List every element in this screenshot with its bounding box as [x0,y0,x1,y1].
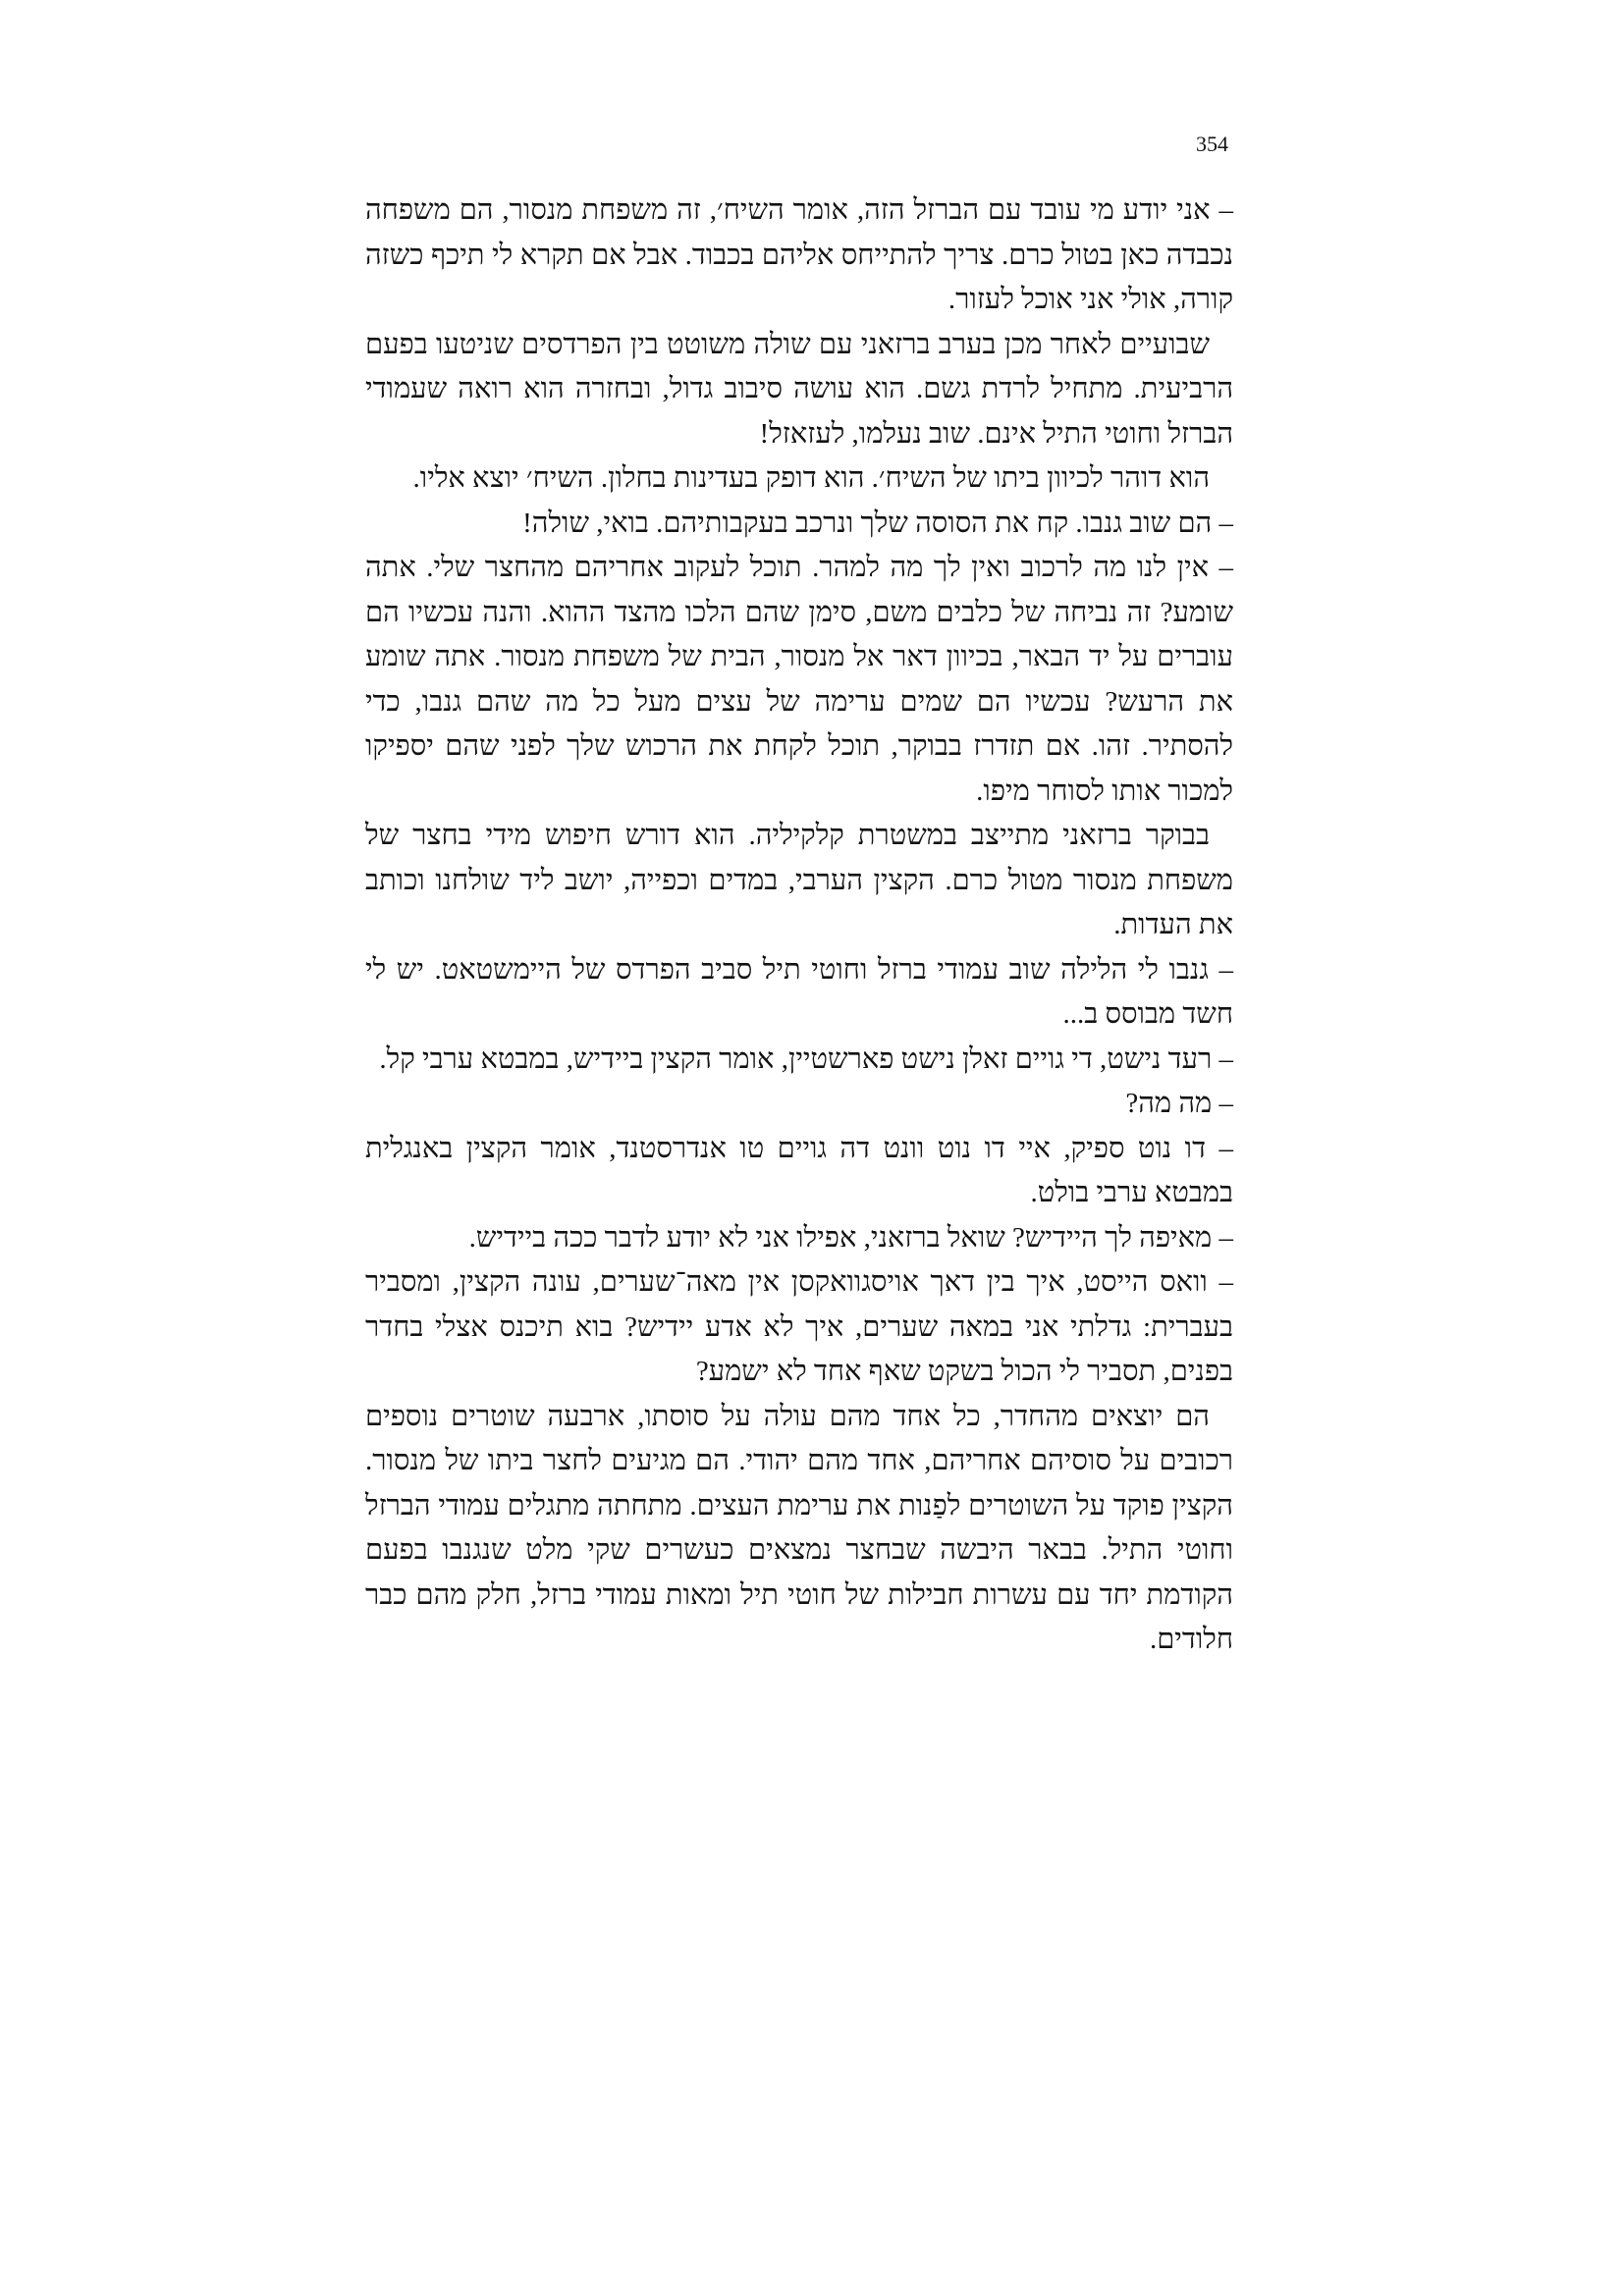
paragraph-dialog: – רעד נישט, די גויים זאלן נישט פארשטיין, אומר הקצין ביידיש, במבטא ערבי קל. [379,1042,1233,1075]
page-number: 354 [1196,132,1228,156]
paragraph-narrative: הם יוצאים מהחדר, כל אחד מהם עולה על סוסתו, ארבעה שוטרים נוספים רכובים על סוסיהם אחריהם, אחד מהם יהודי. הם מגיעים לחצר ביתו של מנסור. הקצין פוקד על השוטרים לפַנות את ערימת העצים. מתחתה מתגלים עמודי הברזל וחוטי התיל. בבאר היבשה שבחצר נמצאים כעשרים שקי מלט שנגנבו בפעם הקודמת יחד עם עשרות חבילות של חוטי תיל ומאות עמודי ברזל, חלק מהם כבר חלודים. [365,1400,1233,1655]
paragraph-dialog: – דו נוט ספיק, איי דו נוט וונט דה גויים טו אנדרסטנד, אומר הקצין באנגלית במבטא ערבי בולט. [365,1132,1233,1208]
paragraph-dialog: – גנבו לי הלילה שוב עמודי ברזל וחוטי תיל סביב הפרדס של היימשטאט. יש לי חשד מבוסס ב... [365,953,1233,1030]
paragraph-dialog: – אני יודע מי עובד עם הברזל הזה, אומר השיח׳, זה משפחת מנסור, הם משפחה נכבדה כאן בטול כרם. צריך להתייחס אליהם בכבוד. אבל אם תקרא לי תיכף כשזה קורה, אולי אני אוכל לעזור. [365,194,1233,315]
body-text [365,188,1233,1663]
paragraph-dialog: – אין לנו מה לרכוב ואין לך מה למהר. תוכל לעקוב אחריהם מהחצר שלי. אתה שומע? זה נביחה של כלבים משם, סימן שהם הלכו מהצד ההוא. והנה עכשיו הם עוברים על יד הבאר, בכיוון דאר אל מנסור, הבית של משפחת מנסור. אתה שומע את הרעש? עכשיו הם שמים ערימה של עצים מעל כל מה שהם גנבו, כדי להסתיר. זהו. אם תזדרז בבוקר, תוכל לקחת את הרכוש שלך לפני שהם יספיקו למכור אותו לסוחר מיפו. [365,552,1233,807]
paragraph-dialog: – מאיפה לך היידיש? שואל ברזאני, אפילו אני לא יודע לדבר ככה ביידיש. [468,1221,1233,1254]
paragraph-narrative: הוא דוהר לכיוון ביתו של השיח׳. הוא דופק בעדינות בחלון. השיח׳ יוצא אליו. [412,462,1210,494]
paragraph-dialog: – מה מה? [1125,1088,1233,1119]
paragraph-dialog: – הם שוב גנבו. קח את הסוסה שלך ונרכב בעקבותיהם. בואי, שולה! [522,507,1233,539]
paragraph-narrative: שבועיים לאחר מכן בערב ברזאני עם שולה משוטט בין הפרדסים שניטעו בפעם הרביעית. מתחיל לרדת גשם. הוא עושה סיבוב גדול, ובחזרה הוא רואה שעמודי הברזל וחוטי התיל אינם. שוב נעלמו, לעזאזל! [365,328,1233,450]
paragraph-narrative: בבוקר ברזאני מתייצב במשטרת קלקיליה. הוא דורש חיפוש מידי בחצר של משפחת מנסור מטול כרם. הקצין הערבי, במדים וכפייה, יושב ליד שולחנו וכותב את העדות. [365,820,1233,940]
paragraph-dialog: – וואס הייסט, איך בין דאך אויסגוואקסן אין מאה־שערים, עונה הקצין, ומסביר בעברית: גדלתי אני במאה שערים, איך לא אדע יידיש? בוא תיכנס אצלי בחדר בפנים, תסביר לי הכול בשקט שאף אחד לא ישמע? [365,1266,1233,1387]
